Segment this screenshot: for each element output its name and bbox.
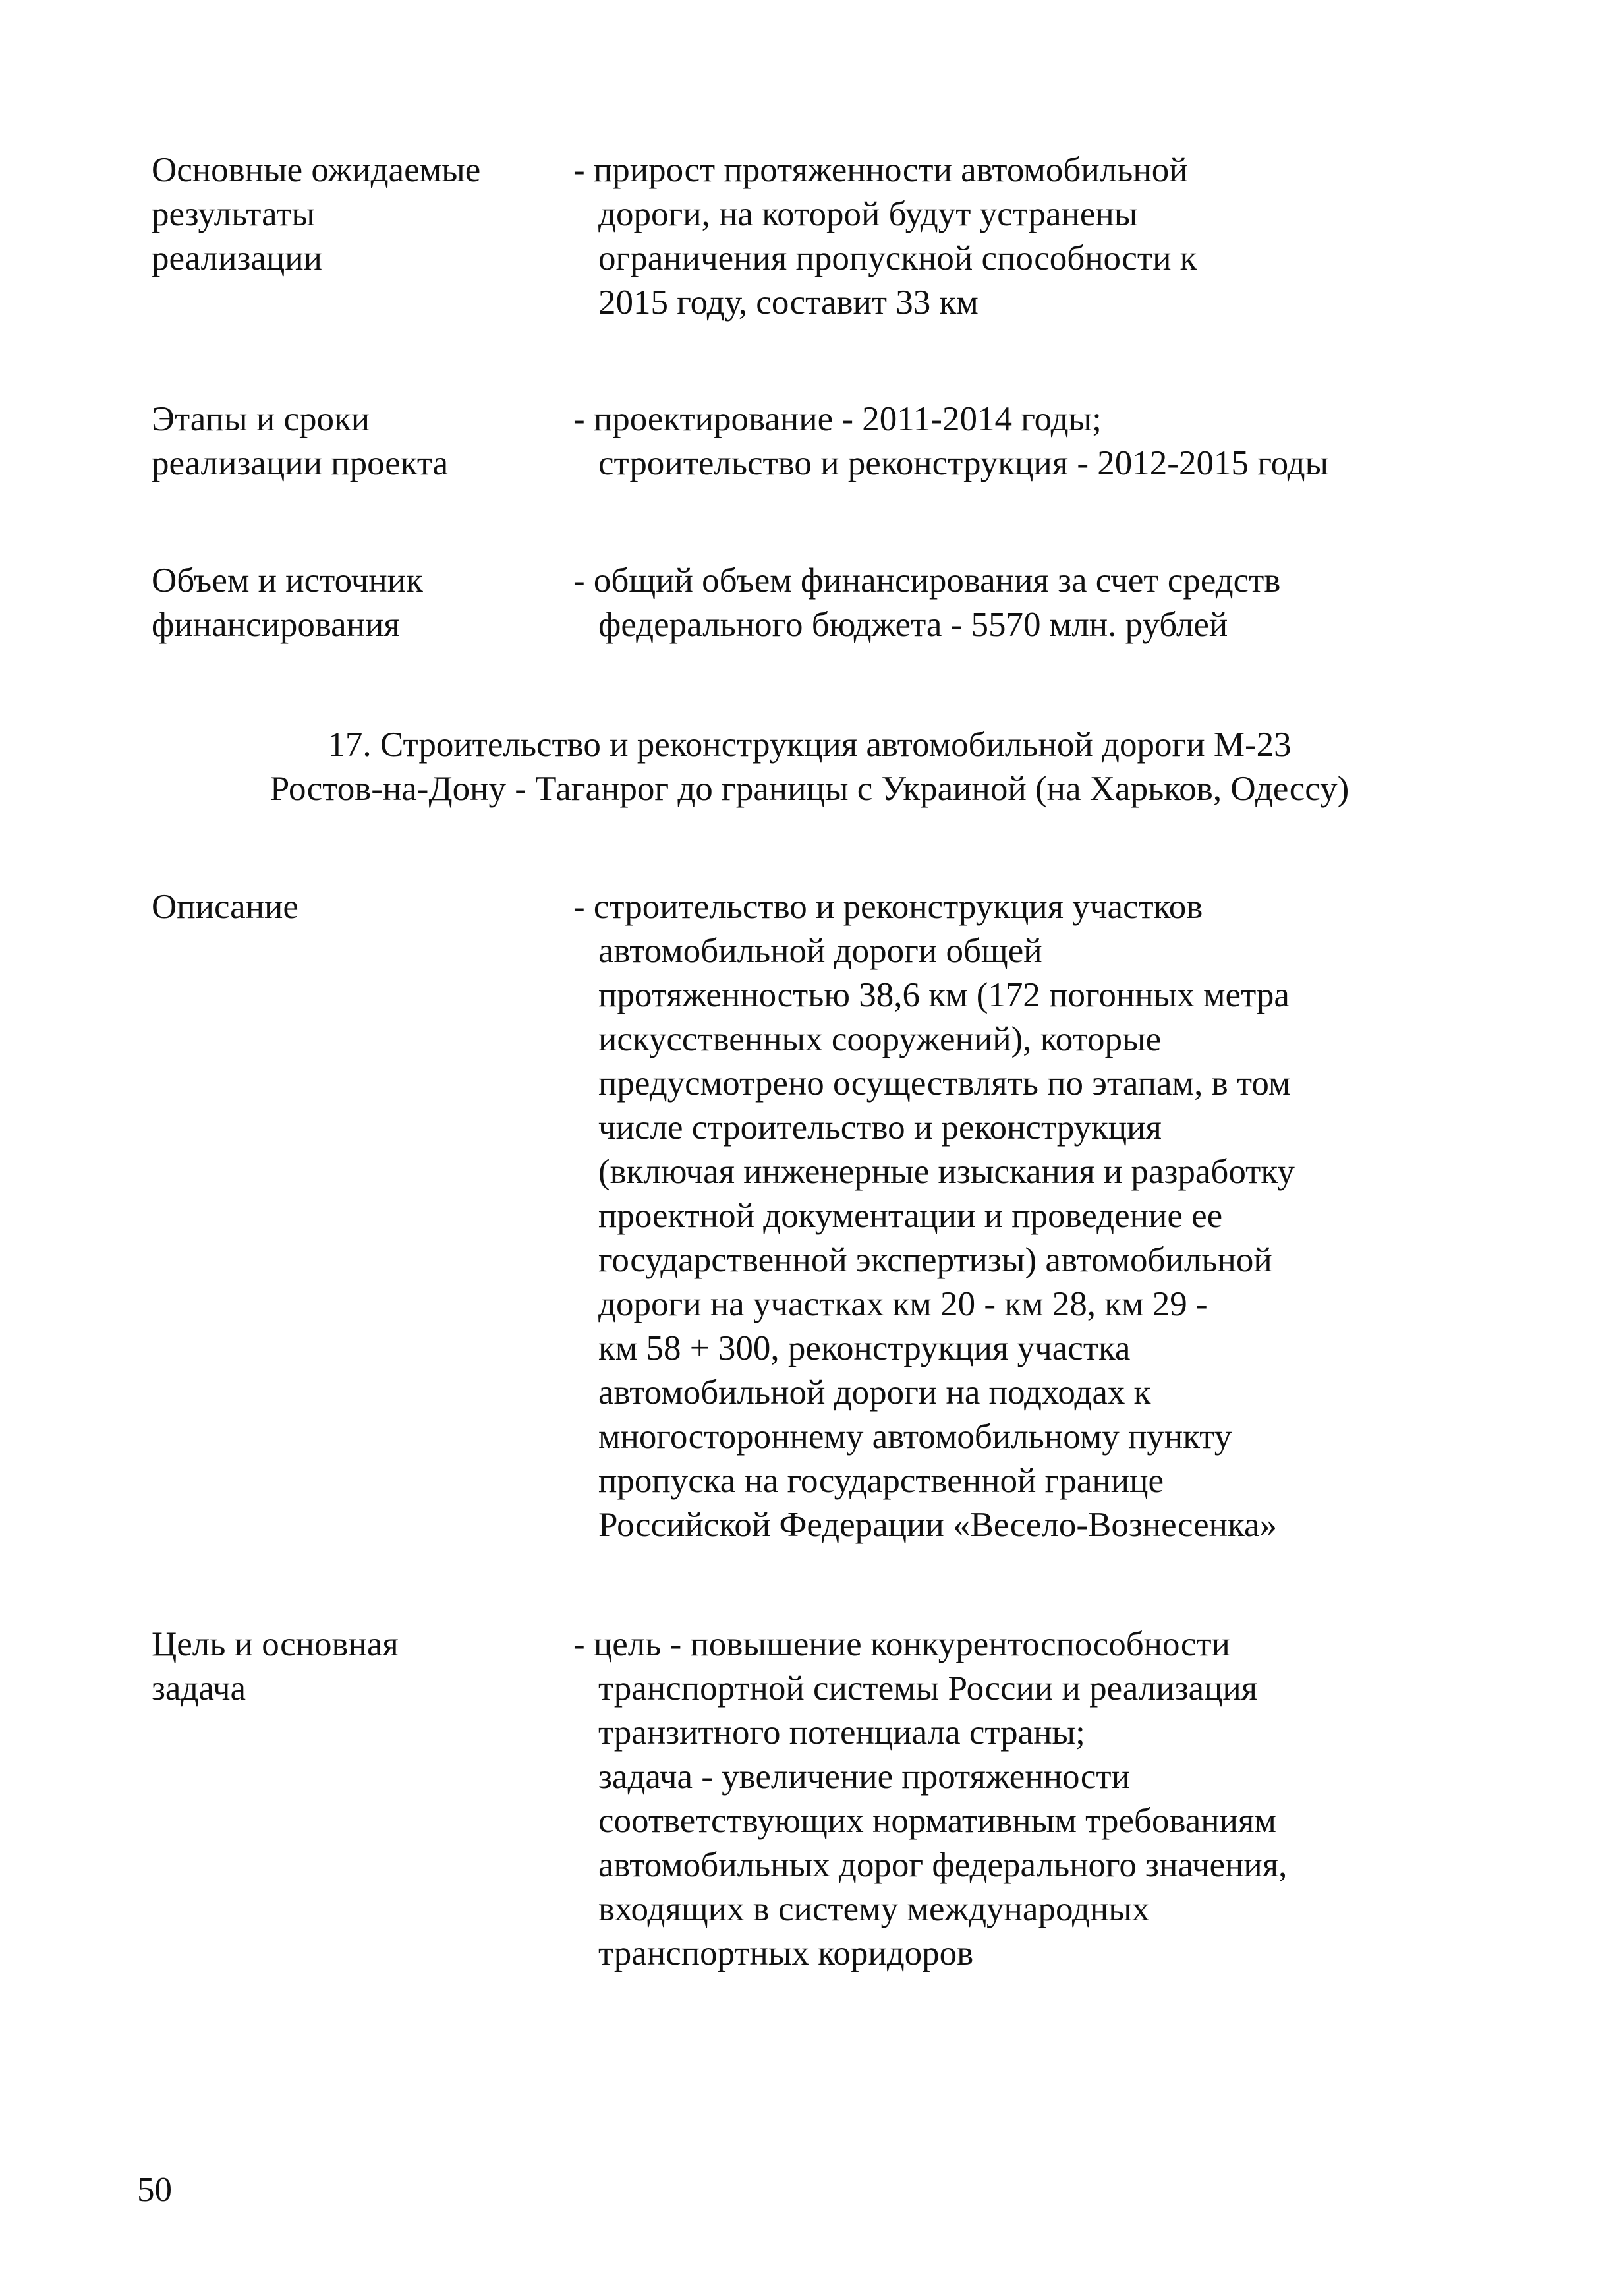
heading-line: 17. Строительство и реконструкция автомобильной дороги М-23 xyxy=(327,726,1292,764)
value-line: соответствующих нормативным требованиям xyxy=(598,1802,1276,1840)
value-line: Российской Федерации «Весело-Вознесенка» xyxy=(598,1506,1278,1544)
value-line: транзитного потенциала страны; xyxy=(598,1713,1085,1752)
value-line: строительство и реконструкция - 2012-2015 годы xyxy=(598,444,1329,482)
value-line: предусмотрено осуществлять по этапам, в том xyxy=(598,1064,1291,1103)
page-number: 50 xyxy=(137,2171,172,2209)
field-label xyxy=(152,148,560,281)
field-value xyxy=(573,397,1443,486)
value-line: км 58 + 300, реконструкция участка xyxy=(598,1329,1131,1367)
field-value xyxy=(573,148,1443,325)
label-line: Этапы и сроки xyxy=(152,400,370,438)
label-line: Описание xyxy=(152,888,298,926)
value-line: задача - увеличение протяженности xyxy=(598,1758,1130,1796)
value-line: - проектирование - 2011-2014 годы; xyxy=(573,400,1102,438)
value-line: дороги, на которой будут устранены xyxy=(598,195,1138,233)
label-line: финансирования xyxy=(152,606,400,644)
field-label xyxy=(152,1622,560,1711)
value-line: - цель - повышение конкурентоспособности xyxy=(573,1625,1230,1663)
value-line: дороги на участках км 20 - км 28, км 29 - xyxy=(598,1285,1208,1323)
value-line: ограничения пропускной способности к xyxy=(598,239,1197,277)
field-label xyxy=(152,885,560,929)
value-line: многостороннему автомобильному пункту xyxy=(598,1418,1232,1456)
value-line: транспортных коридоров xyxy=(598,1934,974,1972)
value-line: - прирост протяженности автомобильной xyxy=(573,151,1188,189)
label-line: Цель и основная xyxy=(152,1625,399,1663)
section-heading xyxy=(0,723,1619,811)
value-line: - строительство и реконструкция участков xyxy=(573,888,1203,926)
value-line: искусственных сооружений), которые xyxy=(598,1020,1162,1058)
label-line: Объем и источник xyxy=(152,561,423,600)
field-value xyxy=(573,559,1443,647)
value-line: 2015 году, составит 33 км xyxy=(598,283,979,322)
value-line: числе строительство и реконструкция xyxy=(598,1108,1162,1147)
value-line: протяженностью 38,6 км (172 погонных метра xyxy=(598,976,1290,1014)
field-value xyxy=(573,885,1443,1547)
field-value xyxy=(573,1622,1443,1976)
label-line: реализации xyxy=(152,239,323,277)
label-line: реализации проекта xyxy=(152,444,449,482)
value-line: транспортной системы России и реализация xyxy=(598,1669,1258,1708)
value-line: государственной экспертизы) автомобильной xyxy=(598,1241,1272,1279)
value-line: - общий объем финансирования за счет средств xyxy=(573,561,1281,600)
label-line: Основные ожидаемые xyxy=(152,151,481,189)
value-line: автомобильной дороги общей xyxy=(598,932,1042,970)
value-line: проектной документации и проведение ее xyxy=(598,1197,1223,1235)
value-line: пропуска на государственной границе xyxy=(598,1462,1164,1500)
value-line: автомобильной дороги на подходах к xyxy=(598,1373,1151,1412)
label-line: задача xyxy=(152,1669,246,1708)
field-label xyxy=(152,559,560,647)
label-line: результаты xyxy=(152,195,315,233)
value-line: автомобильных дорог федерального значения, xyxy=(598,1846,1288,1884)
field-label xyxy=(152,397,560,486)
value-line: федерального бюджета - 5570 млн. рублей xyxy=(598,606,1228,644)
heading-line: Ростов-на-Дону - Таганрог до границы с Украиной (на Харьков, Одессу) xyxy=(270,770,1349,808)
value-line: входящих в систему международных xyxy=(598,1890,1150,1928)
value-line: (включая инженерные изыскания и разработку xyxy=(598,1153,1295,1191)
